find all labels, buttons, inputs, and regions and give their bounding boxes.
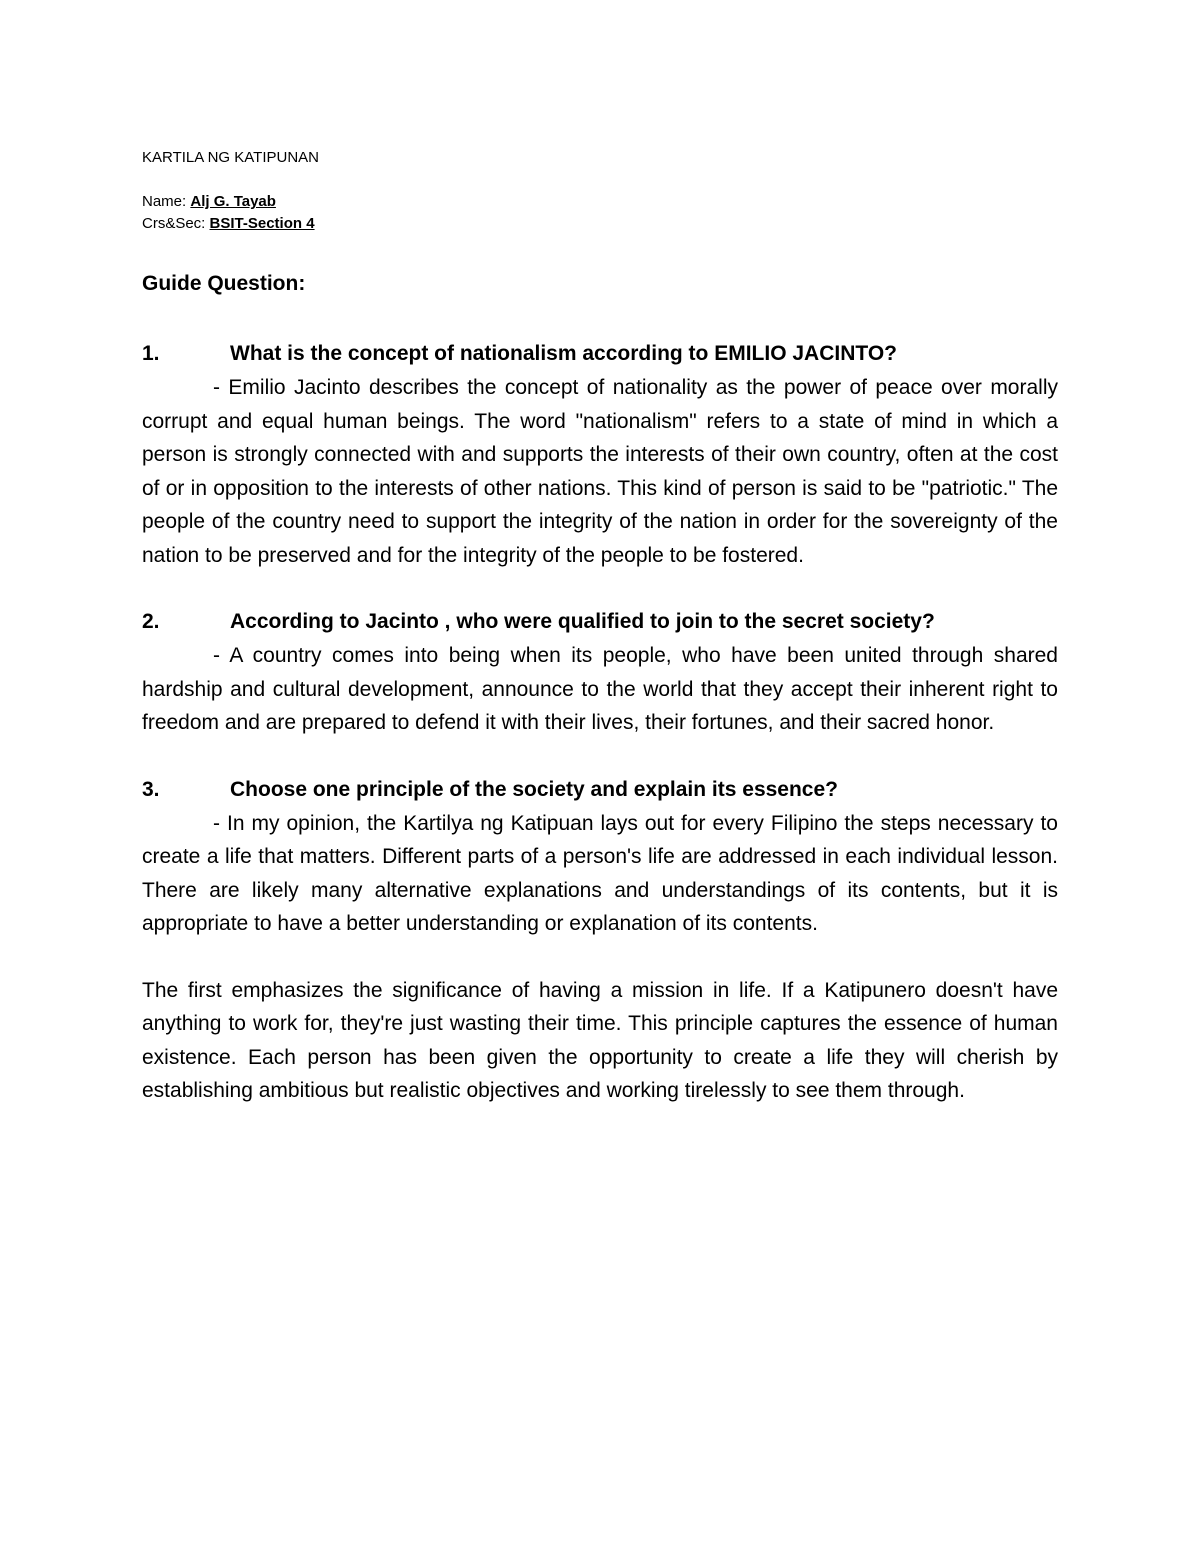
document-page <box>142 140 1058 1108</box>
question-2 <box>142 605 1058 639</box>
question-number: 3. <box>142 777 160 801</box>
question-text: Choose one principle of the society and explain its essence? <box>230 777 838 801</box>
course-value: BSIT-Section 4 <box>209 215 315 232</box>
question-3 <box>142 773 1058 807</box>
answer-2: - A country comes into being when its people, who have been united through shared hardship and cultural development, announce to the world that they accept their inherent right to freedom and are prepared to defend it with their lives, their fortunes, and their sacred honor. <box>142 644 1058 734</box>
question-1 <box>142 337 1058 371</box>
guide-heading: Guide Question: <box>142 272 306 295</box>
question-text: What is the concept of nationalism according to EMILIO JACINTO? <box>230 342 897 365</box>
student-info <box>142 191 1058 235</box>
answer-1: - Emilio Jacinto describes the concept of nationality as the power of peace over morally corrupt and equal human beings. The word "nationalism" refers to a state of mind in which a person is strongly connected with and supports the interests of their own country, often at the cost of or in opposition to the interests of other nations. This kind of person is said to be "patriotic." The people of the country need to support the integrity of the nation in order for the sovereignty of the nation to be preserved and for the integrity of the people to be fostered. <box>142 376 1058 567</box>
question-number: 1. <box>142 342 160 365</box>
answer-3: - In my opinion, the Kartilya ng Katipuan lays out for every Filipino the steps necessary to create a life that matters. Different parts of a person's life are addressed in each individual lesson. There are likely many alternative explanations and understandings of its contents, but it is appropriate to have a better understanding or explanation of its contents. <box>142 811 1058 935</box>
question-text: According to Jacinto , who were qualified to join to the secret society? <box>230 610 935 633</box>
name-line <box>142 191 1058 213</box>
question-number: 2. <box>142 610 160 633</box>
name-value: Alj G. Tayab <box>190 193 276 210</box>
course-line <box>142 213 1058 235</box>
course-label: Crs&Sec: <box>142 215 206 232</box>
name-label: Name: <box>142 193 187 210</box>
closing-paragraph: The first emphasizes the significance of having a mission in life. If a Katipunero doesn't have anything to work for, they're just wasting their time. This principle captures the essence of human existence. Each person has been given the opportunity to create a life they will cherish by establishing ambitious but realistic objectives and working tirelessly to see them through. <box>142 978 1058 1102</box>
document-title: KARTILA NG KATIPUNAN <box>142 149 319 166</box>
